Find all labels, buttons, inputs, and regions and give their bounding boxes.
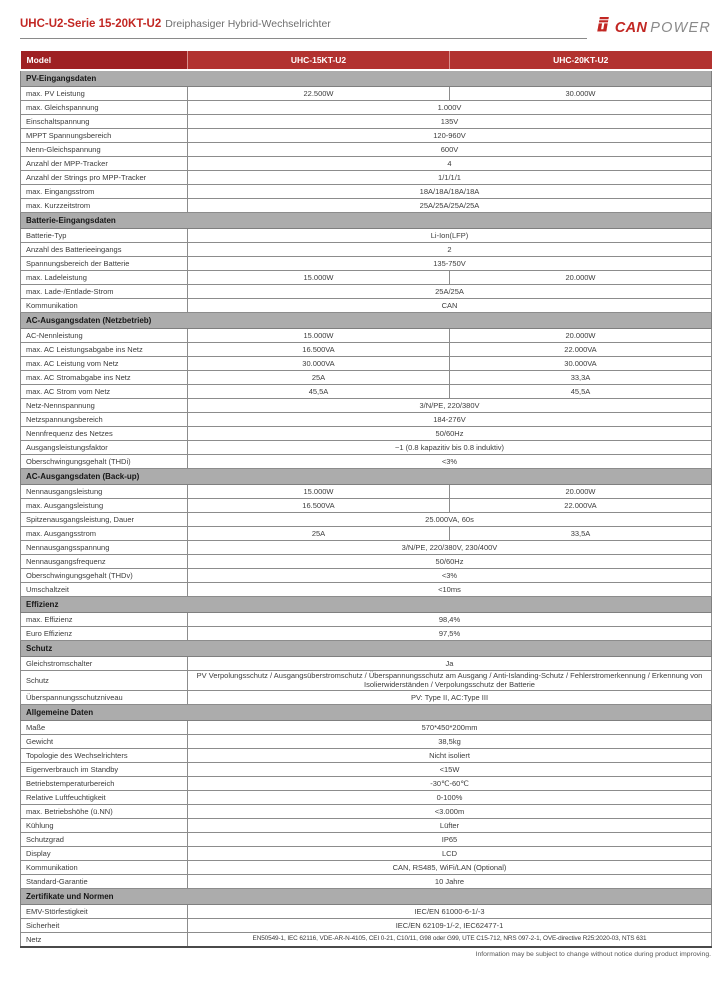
table-header-row [21, 51, 712, 70]
spec-row [21, 527, 712, 541]
spec-value: 25A/25A/25A/25A [188, 199, 712, 213]
spec-row [21, 285, 712, 299]
spec-value: 45,5A [188, 385, 450, 399]
spec-value: 25A [188, 371, 450, 385]
spec-row [21, 818, 712, 832]
spec-label: Nennfrequenz des Netzes [21, 427, 188, 441]
spec-label: Kommunikation [21, 299, 188, 313]
spec-value: 15.000W [188, 271, 450, 285]
spec-value: -30℃-60℃ [188, 776, 712, 790]
spec-value: 16.500VA [188, 343, 450, 357]
spec-row [21, 846, 712, 860]
section-title: Effizienz [21, 597, 712, 613]
spec-row [21, 399, 712, 413]
section-header-row [21, 213, 712, 229]
spec-label: Kommunikation [21, 860, 188, 874]
brand-name-power: POWER [650, 19, 711, 36]
spec-table [20, 51, 712, 948]
spec-value: 25.000VA, 60s [188, 513, 712, 527]
spec-row [21, 413, 712, 427]
spec-row [21, 229, 712, 243]
spec-value: <15W [188, 762, 712, 776]
spec-value: 98,4% [188, 613, 712, 627]
spec-table-body [21, 70, 712, 947]
spec-value: 30.000W [450, 87, 712, 101]
spec-value: Li-Ion(LFP) [188, 229, 712, 243]
spec-value: IP65 [188, 832, 712, 846]
section-title: Allgemeine Daten [21, 704, 712, 720]
spec-label: Nenn-Gleichspannung [21, 143, 188, 157]
spec-label: max. AC Stromabgabe ins Netz [21, 371, 188, 385]
column-header-model: Model [21, 51, 188, 70]
spec-row [21, 734, 712, 748]
spec-row [21, 690, 712, 704]
spec-label: Batterie-Typ [21, 229, 188, 243]
spec-row [21, 257, 712, 271]
spec-value: 38,5kg [188, 734, 712, 748]
spec-label: Ausgangsleistungsfaktor [21, 441, 188, 455]
spec-value: 15.000W [188, 329, 450, 343]
spec-value: <3.000m [188, 804, 712, 818]
spec-row [21, 455, 712, 469]
section-title: PV-Eingangsdaten [21, 70, 712, 87]
spec-value: 2 [188, 243, 712, 257]
spec-label: Anzahl der MPP-Tracker [21, 157, 188, 171]
spec-row [21, 371, 712, 385]
spec-value: 30.000VA [188, 357, 450, 371]
spec-label: MPPT Spannungsbereich [21, 129, 188, 143]
spec-row [21, 485, 712, 499]
column-header-uhc-20kt: UHC-20KT-U2 [450, 51, 712, 70]
spec-row [21, 671, 712, 691]
spec-row [21, 541, 712, 555]
spec-label: Überspannungsschutzniveau [21, 690, 188, 704]
spec-value: EN50549-1, IEC 62116, VDE-AR-N-4105, CEI 0-21, C10/11, G98 oder G99, UTE C15-712, NRS 097-2-1, OVE-directive R25:2020-03, NTS 631 [188, 932, 712, 947]
spec-label: Spannungsbereich der Batterie [21, 257, 188, 271]
spec-row [21, 657, 712, 671]
spec-label: max. Ladeleistung [21, 271, 188, 285]
spec-value: 33,5A [450, 527, 712, 541]
spec-value: 22.000VA [450, 499, 712, 513]
brand-icon [595, 17, 614, 38]
spec-value: 120-960V [188, 129, 712, 143]
spec-row [21, 343, 712, 357]
spec-value: CAN [188, 299, 712, 313]
spec-value: 1.000V [188, 101, 712, 115]
spec-row [21, 185, 712, 199]
page-title [20, 14, 587, 39]
spec-value: 25A [188, 527, 450, 541]
brand-name-can: CAN [614, 19, 648, 36]
spec-label: Sicherheit [21, 918, 188, 932]
spec-label: Eigenverbrauch im Standby [21, 762, 188, 776]
spec-label: max. Eingangsstrom [21, 185, 188, 199]
spec-label: Standard-Garantie [21, 874, 188, 888]
spec-row [21, 157, 712, 171]
spec-value: 97,5% [188, 627, 712, 641]
spec-row [21, 87, 712, 101]
spec-row [21, 569, 712, 583]
section-title: AC-Ausgangsdaten (Back-up) [21, 469, 712, 485]
spec-value: IEC/EN 61000-6-1/-3 [188, 904, 712, 918]
section-header-row [21, 469, 712, 485]
spec-label: Einschaltspannung [21, 115, 188, 129]
spec-value: 0-100% [188, 790, 712, 804]
spec-label: Netz [21, 932, 188, 947]
spec-label: Umschaltzeit [21, 583, 188, 597]
spec-label: AC-Nennleistung [21, 329, 188, 343]
page-header [20, 14, 711, 39]
spec-value: 3/N/PE, 220/380V, 230/400V [188, 541, 712, 555]
spec-value: 18A/18A/18A/18A [188, 185, 712, 199]
spec-label: max. Ausgangsleistung [21, 499, 188, 513]
spec-label: Schutzgrad [21, 832, 188, 846]
spec-value: 184-276V [188, 413, 712, 427]
spec-value: 20.000W [450, 271, 712, 285]
section-title: AC-Ausgangsdaten (Netzbetrieb) [21, 313, 712, 329]
spec-row [21, 329, 712, 343]
section-header-row [21, 704, 712, 720]
spec-value: Ja [188, 657, 712, 671]
section-header-row [21, 641, 712, 657]
spec-value: <3% [188, 455, 712, 469]
brand-logo [597, 17, 711, 39]
spec-row [21, 932, 712, 947]
spec-label: max. Gleichspannung [21, 101, 188, 115]
spec-row [21, 555, 712, 569]
spec-row [21, 115, 712, 129]
spec-label: max. PV Leistung [21, 87, 188, 101]
spec-value: 33,3A [450, 371, 712, 385]
title-model-series: UHC-U2-Serie 15-20KT-U2 [20, 18, 162, 30]
spec-value: 22.500W [188, 87, 450, 101]
spec-row [21, 243, 712, 257]
section-header-row [21, 70, 712, 87]
spec-label: Kühlung [21, 818, 188, 832]
spec-value: 22.000VA [450, 343, 712, 357]
section-title: Schutz [21, 641, 712, 657]
spec-value: 4 [188, 157, 712, 171]
spec-row [21, 171, 712, 185]
spec-row [21, 790, 712, 804]
spec-value: 50/60Hz [188, 427, 712, 441]
spec-label: Schutz [21, 671, 188, 691]
spec-row [21, 427, 712, 441]
spec-value: 10 Jahre [188, 874, 712, 888]
spec-value: 20.000W [450, 329, 712, 343]
spec-label: Netzspannungsbereich [21, 413, 188, 427]
spec-row [21, 271, 712, 285]
spec-label: max. AC Leistungsabgabe ins Netz [21, 343, 188, 357]
spec-value: <3% [188, 569, 712, 583]
spec-row [21, 441, 712, 455]
spec-label: Betriebstemperaturbereich [21, 776, 188, 790]
section-header-row [21, 313, 712, 329]
spec-value: 16.500VA [188, 499, 450, 513]
spec-label: Nennausgangsspannung [21, 541, 188, 555]
spec-value: 15.000W [188, 485, 450, 499]
spec-row [21, 804, 712, 818]
spec-label: max. Ausgangsstrom [21, 527, 188, 541]
spec-value: PV: Type II, AC:Type III [188, 690, 712, 704]
section-title: Batterie-Eingangsdaten [21, 213, 712, 229]
spec-value: 600V [188, 143, 712, 157]
spec-label: EMV-Störfestigkeit [21, 904, 188, 918]
spec-value: PV Verpolungsschutz / Ausgangsüberstromschutz / Überspannungsschutz am Ausgang / Anti-Islanding-Schutz / Fehlerstromerkennung / Erkennung von Isolierwiderständen / Verpolungsschutz der Batterie [188, 671, 712, 691]
spec-label: Gewicht [21, 734, 188, 748]
spec-label: Oberschwingungsgehalt (THDi) [21, 455, 188, 469]
spec-value: LCD [188, 846, 712, 860]
spec-label: max. AC Leistung vom Netz [21, 357, 188, 371]
spec-row [21, 720, 712, 734]
spec-label: Topologie des Wechselrichters [21, 748, 188, 762]
spec-value: 135-750V [188, 257, 712, 271]
section-header-row [21, 888, 712, 904]
spec-row [21, 874, 712, 888]
spec-label: Netz-Nennspannung [21, 399, 188, 413]
spec-label: Display [21, 846, 188, 860]
spec-row [21, 357, 712, 371]
spec-label: Anzahl der Strings pro MPP-Tracker [21, 171, 188, 185]
spec-row [21, 129, 712, 143]
spec-value: Nicht isoliert [188, 748, 712, 762]
spec-label: Nennausgangsleistung [21, 485, 188, 499]
spec-label: Maße [21, 720, 188, 734]
spec-label: max. Lade-/Entlade-Strom [21, 285, 188, 299]
spec-row [21, 299, 712, 313]
section-header-row [21, 597, 712, 613]
spec-label: Spitzenausgangsleistung, Dauer [21, 513, 188, 527]
spec-value: 45,5A [450, 385, 712, 399]
spec-row [21, 199, 712, 213]
spec-label: max. AC Strom vom Netz [21, 385, 188, 399]
spec-label: Euro Effizienz [21, 627, 188, 641]
spec-label: Gleichstromschalter [21, 657, 188, 671]
spec-value: IEC/EN 62109-1/-2, IEC62477-1 [188, 918, 712, 932]
spec-value: 135V [188, 115, 712, 129]
spec-row [21, 385, 712, 399]
spec-label: max. Effizienz [21, 613, 188, 627]
spec-value: 570*450*200mm [188, 720, 712, 734]
spec-value: 3/N/PE, 220/380V [188, 399, 712, 413]
spec-row [21, 832, 712, 846]
spec-label: Anzahl des Batterieeingangs [21, 243, 188, 257]
spec-label: Relative Luftfeuchtigkeit [21, 790, 188, 804]
section-title: Zertifikate und Normen [21, 888, 712, 904]
spec-row [21, 613, 712, 627]
spec-value: CAN, RS485, WiFi/LAN (Optional) [188, 860, 712, 874]
footer-note: Information may be subject to change without notice during product improving. [475, 950, 711, 958]
spec-value: <10ms [188, 583, 712, 597]
spec-row [21, 101, 712, 115]
spec-row [21, 583, 712, 597]
spec-row [21, 762, 712, 776]
spec-row [21, 143, 712, 157]
spec-label: max. Betriebshöhe (ü.NN) [21, 804, 188, 818]
spec-row [21, 776, 712, 790]
spec-label: max. Kurzzeitstrom [21, 199, 188, 213]
spec-value: 50/60Hz [188, 555, 712, 569]
spec-row [21, 627, 712, 641]
spec-row [21, 918, 712, 932]
spec-row [21, 513, 712, 527]
spec-value: 1/1/1/1 [188, 171, 712, 185]
column-header-uhc-15kt: UHC-15KT-U2 [188, 51, 450, 70]
spec-label: Oberschwingungsgehalt (THDv) [21, 569, 188, 583]
spec-label: Nennausgangsfrequenz [21, 555, 188, 569]
spec-row [21, 499, 712, 513]
spec-value: 20.000W [450, 485, 712, 499]
spec-row [21, 904, 712, 918]
spec-value: ~1 (0.8 kapazitiv bis 0.8 induktiv) [188, 441, 712, 455]
spec-value: 30.000VA [450, 357, 712, 371]
spec-row [21, 860, 712, 874]
spec-value: Lüfter [188, 818, 712, 832]
spec-row [21, 748, 712, 762]
title-subtitle: Dreiphasiger Hybrid-Wechselrichter [165, 18, 331, 30]
spec-value: 25A/25A [188, 285, 712, 299]
